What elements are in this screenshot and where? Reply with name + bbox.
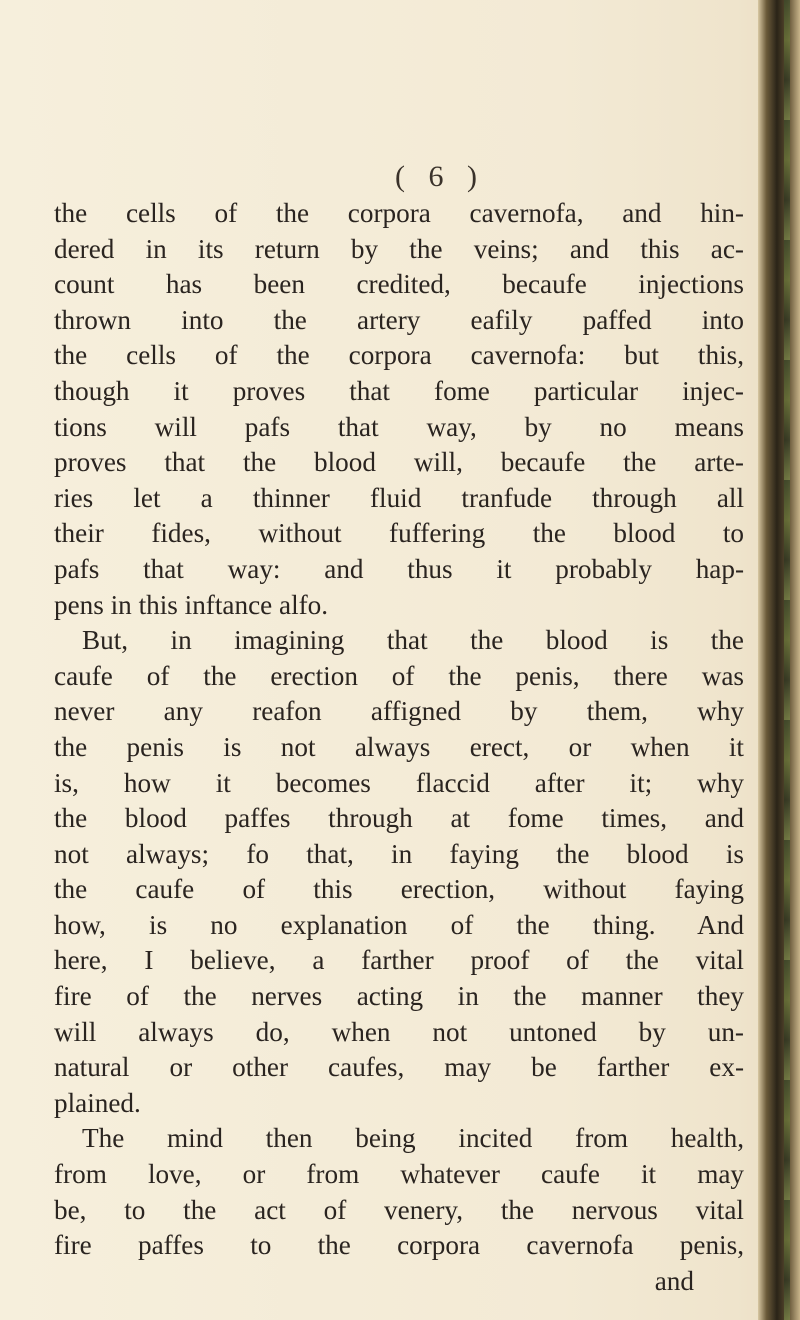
text-line: proves that the blood will, becaufe the arte- — [54, 447, 744, 478]
text-line: the penis is not always erect, or when it — [54, 731, 744, 762]
text-line: their fides, without fuffering the blood to — [54, 518, 744, 549]
text-line: how, is no explanation of the thing. And — [54, 909, 744, 940]
body-text — [54, 196, 744, 1299]
text-line: natural or other caufes, may be farther ex- — [54, 1052, 744, 1083]
catchword: and — [654, 1265, 694, 1296]
text-line: will always do, when not untoned by un- — [54, 1016, 744, 1047]
text-line: the cells of the corpora cavernofa, and hin- — [54, 198, 744, 228]
text-line: tions will pafs that way, by no means — [54, 411, 744, 442]
text-line: dered in its return by the veins; and this ac- — [54, 233, 744, 264]
text-line: The mind then being incited from health, — [82, 1123, 744, 1154]
text-line: never any reafon affigned by them, why — [54, 696, 744, 727]
book-binding-edge — [758, 0, 800, 1320]
text-line: plained. — [54, 1087, 141, 1118]
text-line: not always; fo that, in faying the blood is — [54, 838, 744, 869]
text-line: the cells of the corpora cavernofa: but this, — [54, 340, 744, 371]
page-number: ( 6 ) — [395, 160, 485, 193]
text-line: caufe of the erection of the penis, there was — [54, 660, 744, 691]
text-line: be, to the act of venery, the nervous vital — [54, 1194, 744, 1225]
text-line: the caufe of this erection, without faying — [54, 874, 744, 905]
text-line: here, I believe, a farther proof of the vital — [54, 945, 744, 976]
text-line: ries let a thinner fluid tranfude through all — [54, 482, 744, 513]
text-line: though it proves that fome particular injec- — [54, 375, 744, 406]
text-line: thrown into the artery eafily paffed into — [54, 304, 744, 335]
text-line: is, how it becomes flaccid after it; why — [54, 767, 744, 798]
text-line: from love, or from whatever caufe it may — [54, 1159, 744, 1190]
text-line: pens in this inftance alfo. — [54, 589, 329, 620]
text-line: But, in imagining that the blood is the — [82, 625, 744, 656]
text-line: fire paffes to the corpora cavernofa penis, — [54, 1230, 744, 1261]
text-line: pafs that way: and thus it probably hap- — [54, 553, 744, 584]
text-line: fire of the nerves acting in the manner they — [54, 981, 744, 1012]
text-line: count has been credited, becaufe injections — [54, 269, 744, 300]
text-line: the blood paffes through at fome times, and — [54, 803, 744, 834]
binding-stripe — [784, 0, 790, 1320]
